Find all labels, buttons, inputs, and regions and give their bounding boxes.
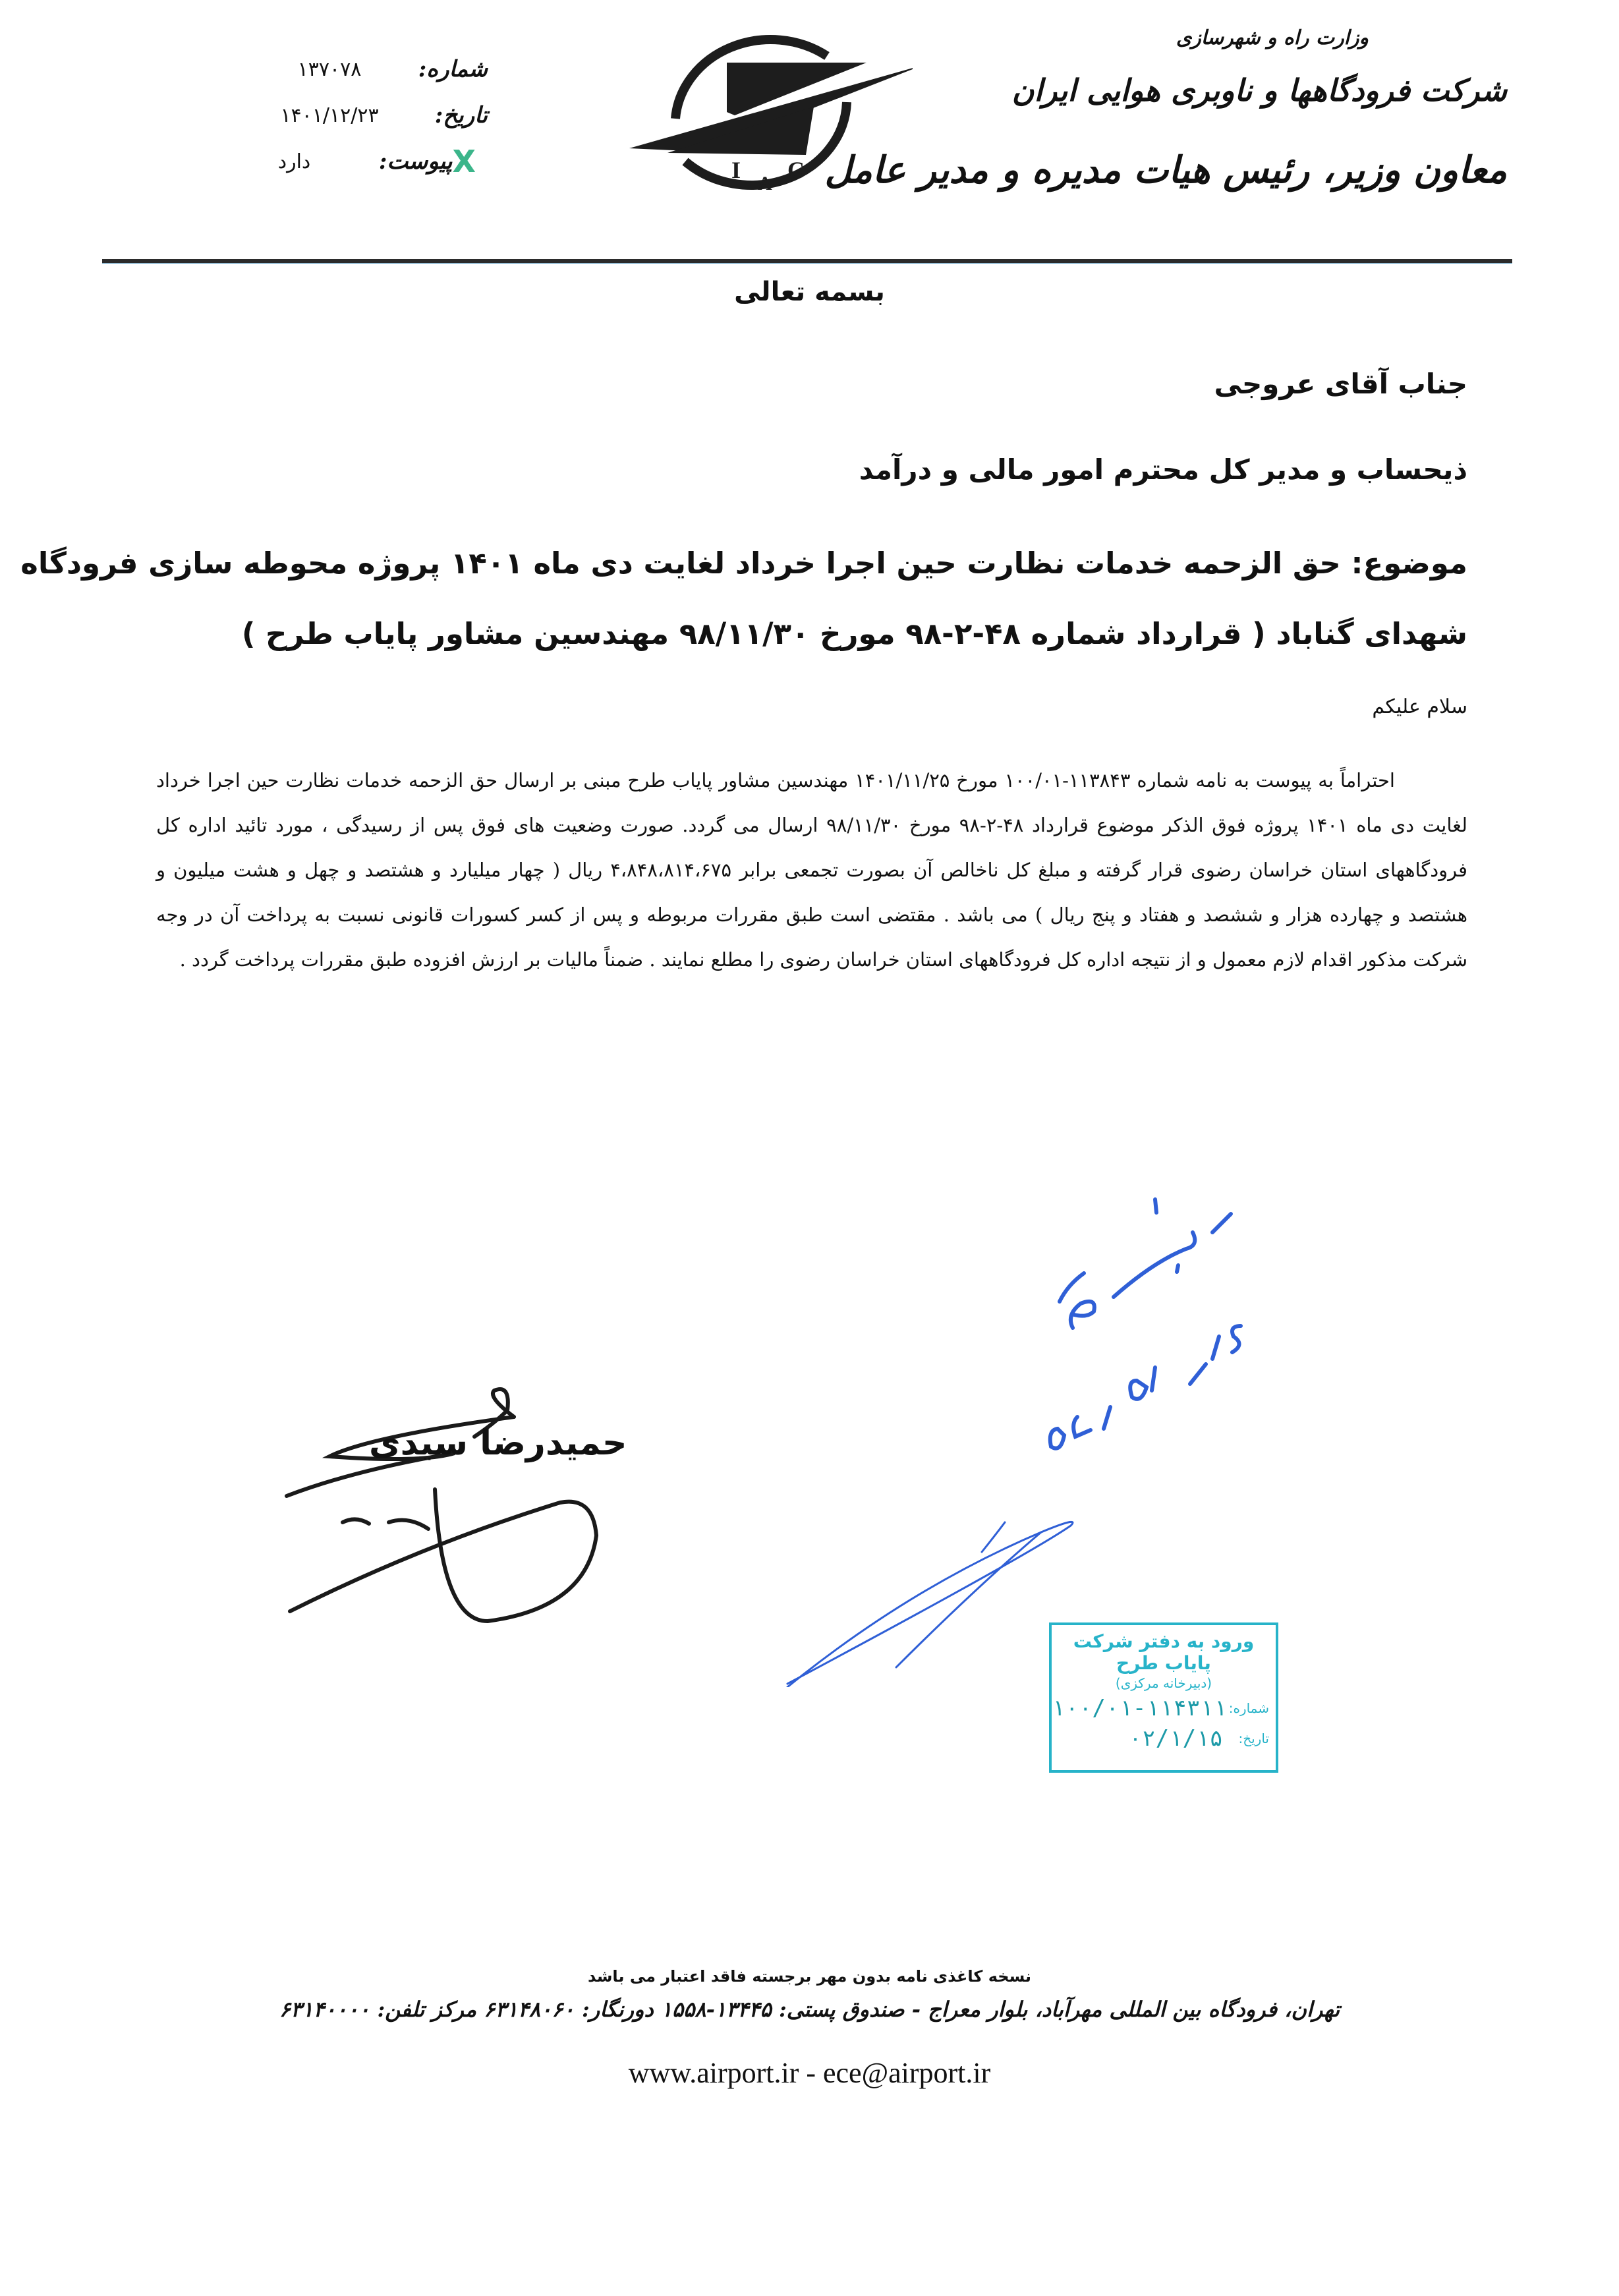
signatory-name: حمیدرضا سیدی — [369, 1423, 627, 1463]
recipient-name: جناب آقای عروجی — [1214, 368, 1467, 400]
svg-text:C: C — [787, 157, 805, 183]
attachment-label: پیوست: — [378, 148, 453, 175]
letter-date-row — [211, 92, 488, 138]
bismillah-heading: بسمه تعالی — [734, 277, 885, 307]
handwritten-referral-note — [988, 1153, 1318, 1483]
attachment-row — [211, 138, 488, 185]
subject-line-1: موضوع: حق الزحمه خدمات نظارت حین اجرا خرداد لغایت دی ماه ۱۴۰۱ پروژه محوطه سازی فرودگاه — [20, 546, 1467, 581]
footer-web-email[interactable]: www.airport.ir - ece@airport.ir — [628, 2057, 991, 2089]
stamp-number-row — [1052, 1695, 1276, 1721]
stamp-date-row — [1052, 1725, 1276, 1752]
ministry-name: وزارت راه و شهرسازی — [1176, 26, 1369, 49]
letter-meta — [211, 46, 488, 185]
letter-date-value: ۱۴۰۱/۱۲/۲۳ — [280, 103, 379, 127]
letter-number-label: شماره: — [418, 56, 488, 82]
iac-logo — [629, 20, 913, 198]
greeting: سلام علیکم — [1372, 695, 1467, 718]
footer-validity-note: نسخه کاغذی نامه بدون مهر برجسته فاقد اعتبار می باشد — [587, 1967, 1032, 1986]
stamp-date-label: تاریخ: — [1238, 1731, 1269, 1746]
stamp-number-label: شماره: — [1228, 1700, 1269, 1716]
stamp-date-value: ۰۲/۱/۱۵ — [1128, 1725, 1223, 1752]
recipient-title: ذیحساب و مدیر کل محترم امور مالی و درآمد — [859, 453, 1467, 486]
letter-body — [156, 758, 1467, 982]
sender-position: معاون وزیر، رئیس هیات مدیره و مدیر عامل — [824, 148, 1507, 192]
letter-number-row — [211, 46, 488, 92]
footer-address: تهران، فرودگاه بین المللی مهرآباد، بلوار معراج - صندوق پستی: ۱۳۴۴۵-۱۵۵۸ دورنگار: ۶۳۱۴۸۰۶۰ مرکز تلفن: ۶۳۱۴۰۰۰۰ — [279, 1997, 1340, 2022]
attachment-value: دارد — [277, 150, 311, 173]
stamp-number-value: ۱۰۰/۰۱-۱۱۴۳۱۱ — [1052, 1695, 1228, 1721]
subject-line-2: شهدای گناباد ( قرارداد شماره ۴۸-۲-۹۸ مورخ ۹۸/۱۱/۳۰ مهندسین مشاور پایاب طرح ) — [241, 616, 1467, 651]
logo-text: I — [731, 157, 741, 183]
handwriting-icon — [988, 1153, 1318, 1483]
header-divider — [102, 259, 1512, 264]
receipt-stamp — [1049, 1622, 1278, 1773]
letter-body-paragraph: احتراماً به پیوست به نامه شماره ۱۱۳۸۴۳-۱۰۰/۰۱ مورخ ۱۴۰۱/۱۱/۲۵ مهندسین مشاور پایاب طرح مبنی بر ارسال حق الزحمه خدمات نظارت حین اجرا خرداد لغایت دی ماه ۱۴۰۱ پروژه فوق الذکر موضوع قرارداد ۴۸-۲-۹۸ مورخ ۹۸/۱۱/۳۰ ارسال می گردد. صورت وضعیت های فوق پس از رسیدگی ، مورد تائید اداره کل فرودگاههای استان خراسان رضوی قرار گرفته و مبلغ کل ناخالص آن بصورت تجمعی برابر ۴،۸۴۸،۸۱۴،۶۷۵ ریال ( چهار میلیارد و هشتصد و چهل و هشت میلیون و هشتصد و چهارده هزار و ششصد و هفتاد و پنج ریال ) می باشد . مقتضی است طبق مقررات مربوطه و پس از کسر کسورات قانونی نسبت به پرداخت آن در وجه شرکت مذکور اقدام لازم معمول و از نتیجه اداره کل فرودگاههای استان خراسان رضوی را مطلع نمایند . ضمناً مالیات بر ارزش افزوده طبق مقررات پرداخت گردد . — [156, 769, 1467, 971]
attachment-check-mark: X — [452, 144, 476, 179]
iac-logo-icon — [629, 20, 913, 198]
company-name: شرکت فرودگاهها و ناوبری هوایی ایران — [1011, 72, 1507, 108]
svg-text:A: A — [758, 173, 772, 194]
letter-number-value: ۱۳۷۰۷۸ — [297, 57, 362, 81]
signature-scribble-icon — [257, 1358, 666, 1634]
stamp-subtitle: (دبیرخانه مرکزی) — [1115, 1675, 1212, 1691]
letter-date-label: تاریخ: — [434, 102, 488, 129]
stamp-title: ورود به دفتر شرکت پایاب طرح — [1073, 1630, 1255, 1674]
signatory-signature — [257, 1358, 666, 1634]
